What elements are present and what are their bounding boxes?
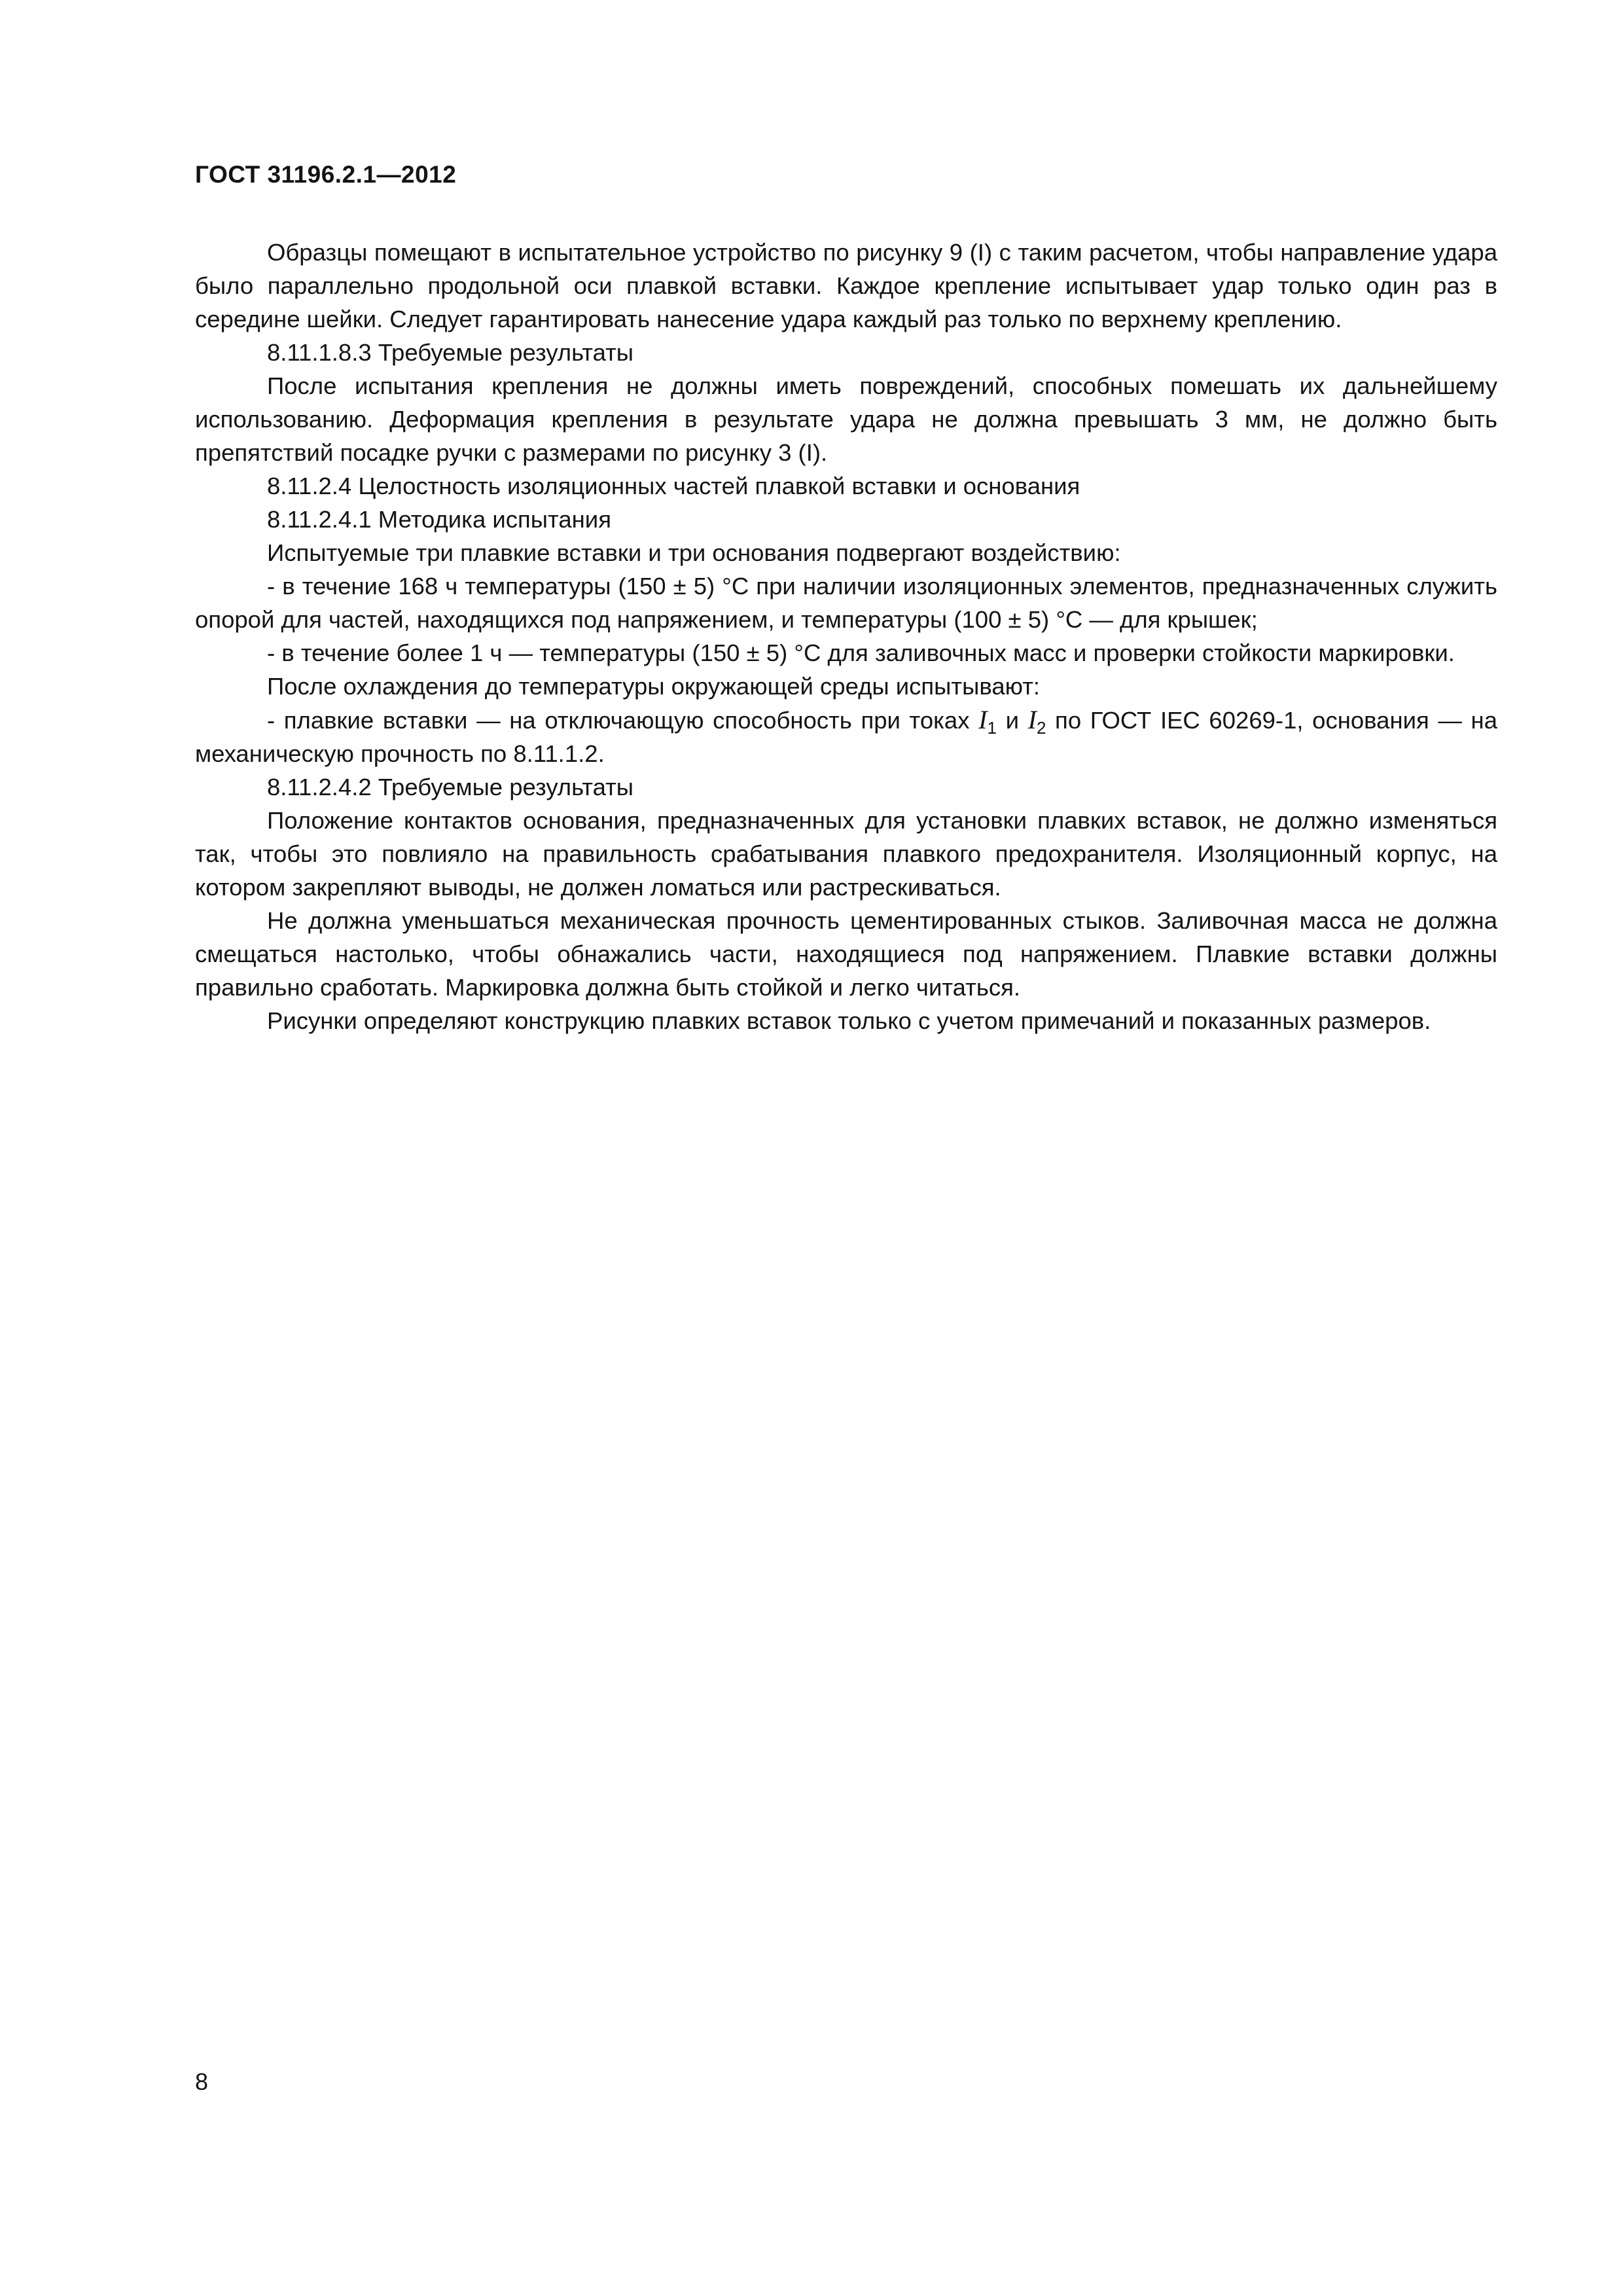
current-symbol-i2: $I_2$ [1027,705,1046,738]
current-symbol-i1: $I_1$ [978,705,997,738]
paragraph: Образцы помещают в испытательное устройство по рисунку 9 (I) с таким расчетом, чтобы направление удара было параллельно продольной оси плавкой вставки. Каждое крепление испытывает удар только один раз в середине шейки. Следует гарантировать нанесение удара каждый раз только по верхнему креплению. [195,239,1497,332]
document-body [195,236,1497,1037]
text-span: по ГОСТ IEC 60269-1, основания — на механическую прочность по 8.11.1.2. [195,707,1498,767]
list-item: - в течение более 1 ч — температуры (150 ± 5) °С для заливочных масс и проверки стойкости маркировки. [267,639,1455,666]
document-header: ГОСТ 31196.2.1—2012 [195,161,457,188]
text-span: и [996,707,1028,734]
paragraph: После испытания крепления не должны иметь повреждений, способных помешать их дальнейшему использованию. Деформация крепления в результате удара не должна превышать 3 мм, не должно быть препятствий посадке ручки с размерами по рисунку 3 (I). [195,372,1497,466]
paragraph: Рисунки определяют конструкцию плавких вставок только с учетом примечаний и показанных размеров. [267,1007,1431,1034]
page-number: 8 [195,2068,209,2095]
clause-heading: 8.11.2.4 Целостность изоляционных частей плавкой вставки и основания [267,473,1080,499]
clause-heading: 8.11.1.8.3 Требуемые результаты [267,339,634,366]
paragraph: Испытуемые три плавкие вставки и три основания подвергают воздействию: [267,539,1121,566]
paragraph: Положение контактов основания, предназначенных для установки плавких вставок, не должно изменяться так, чтобы это повлияло на правильность срабатывания плавкого предохранителя. Изоляционный корпус, на котором закрепляют выводы, не должен ломаться или растрескиваться. [195,807,1497,901]
paragraph: Не должна уменьшаться механическая прочность цементированных стыков. Заливочная масса не должна смещаться настолько, чтобы обнажались части, находящиеся под напряжением. Плавкие вставки должны правильно сработать. Маркировка должна быть стойкой и легко читаться. [195,907,1497,1001]
list-item: - в течение 168 ч температуры (150 ± 5) °С при наличии изоляционных элементов, предназначенных служить опорой для частей, находящихся под напряжением, и температуры (100 ± 5) °С — для крышек; [195,573,1497,633]
text-span: - плавкие вставки — на отключающую способность при токах [267,707,979,734]
clause-heading: 8.11.2.4.2 Требуемые результаты [267,774,634,800]
paragraph: После охлаждения до температуры окружающей среды испытывают: [267,673,1041,700]
list-item-currents [195,703,1497,770]
clause-heading: 8.11.2.4.1 Методика испытания [267,506,611,533]
